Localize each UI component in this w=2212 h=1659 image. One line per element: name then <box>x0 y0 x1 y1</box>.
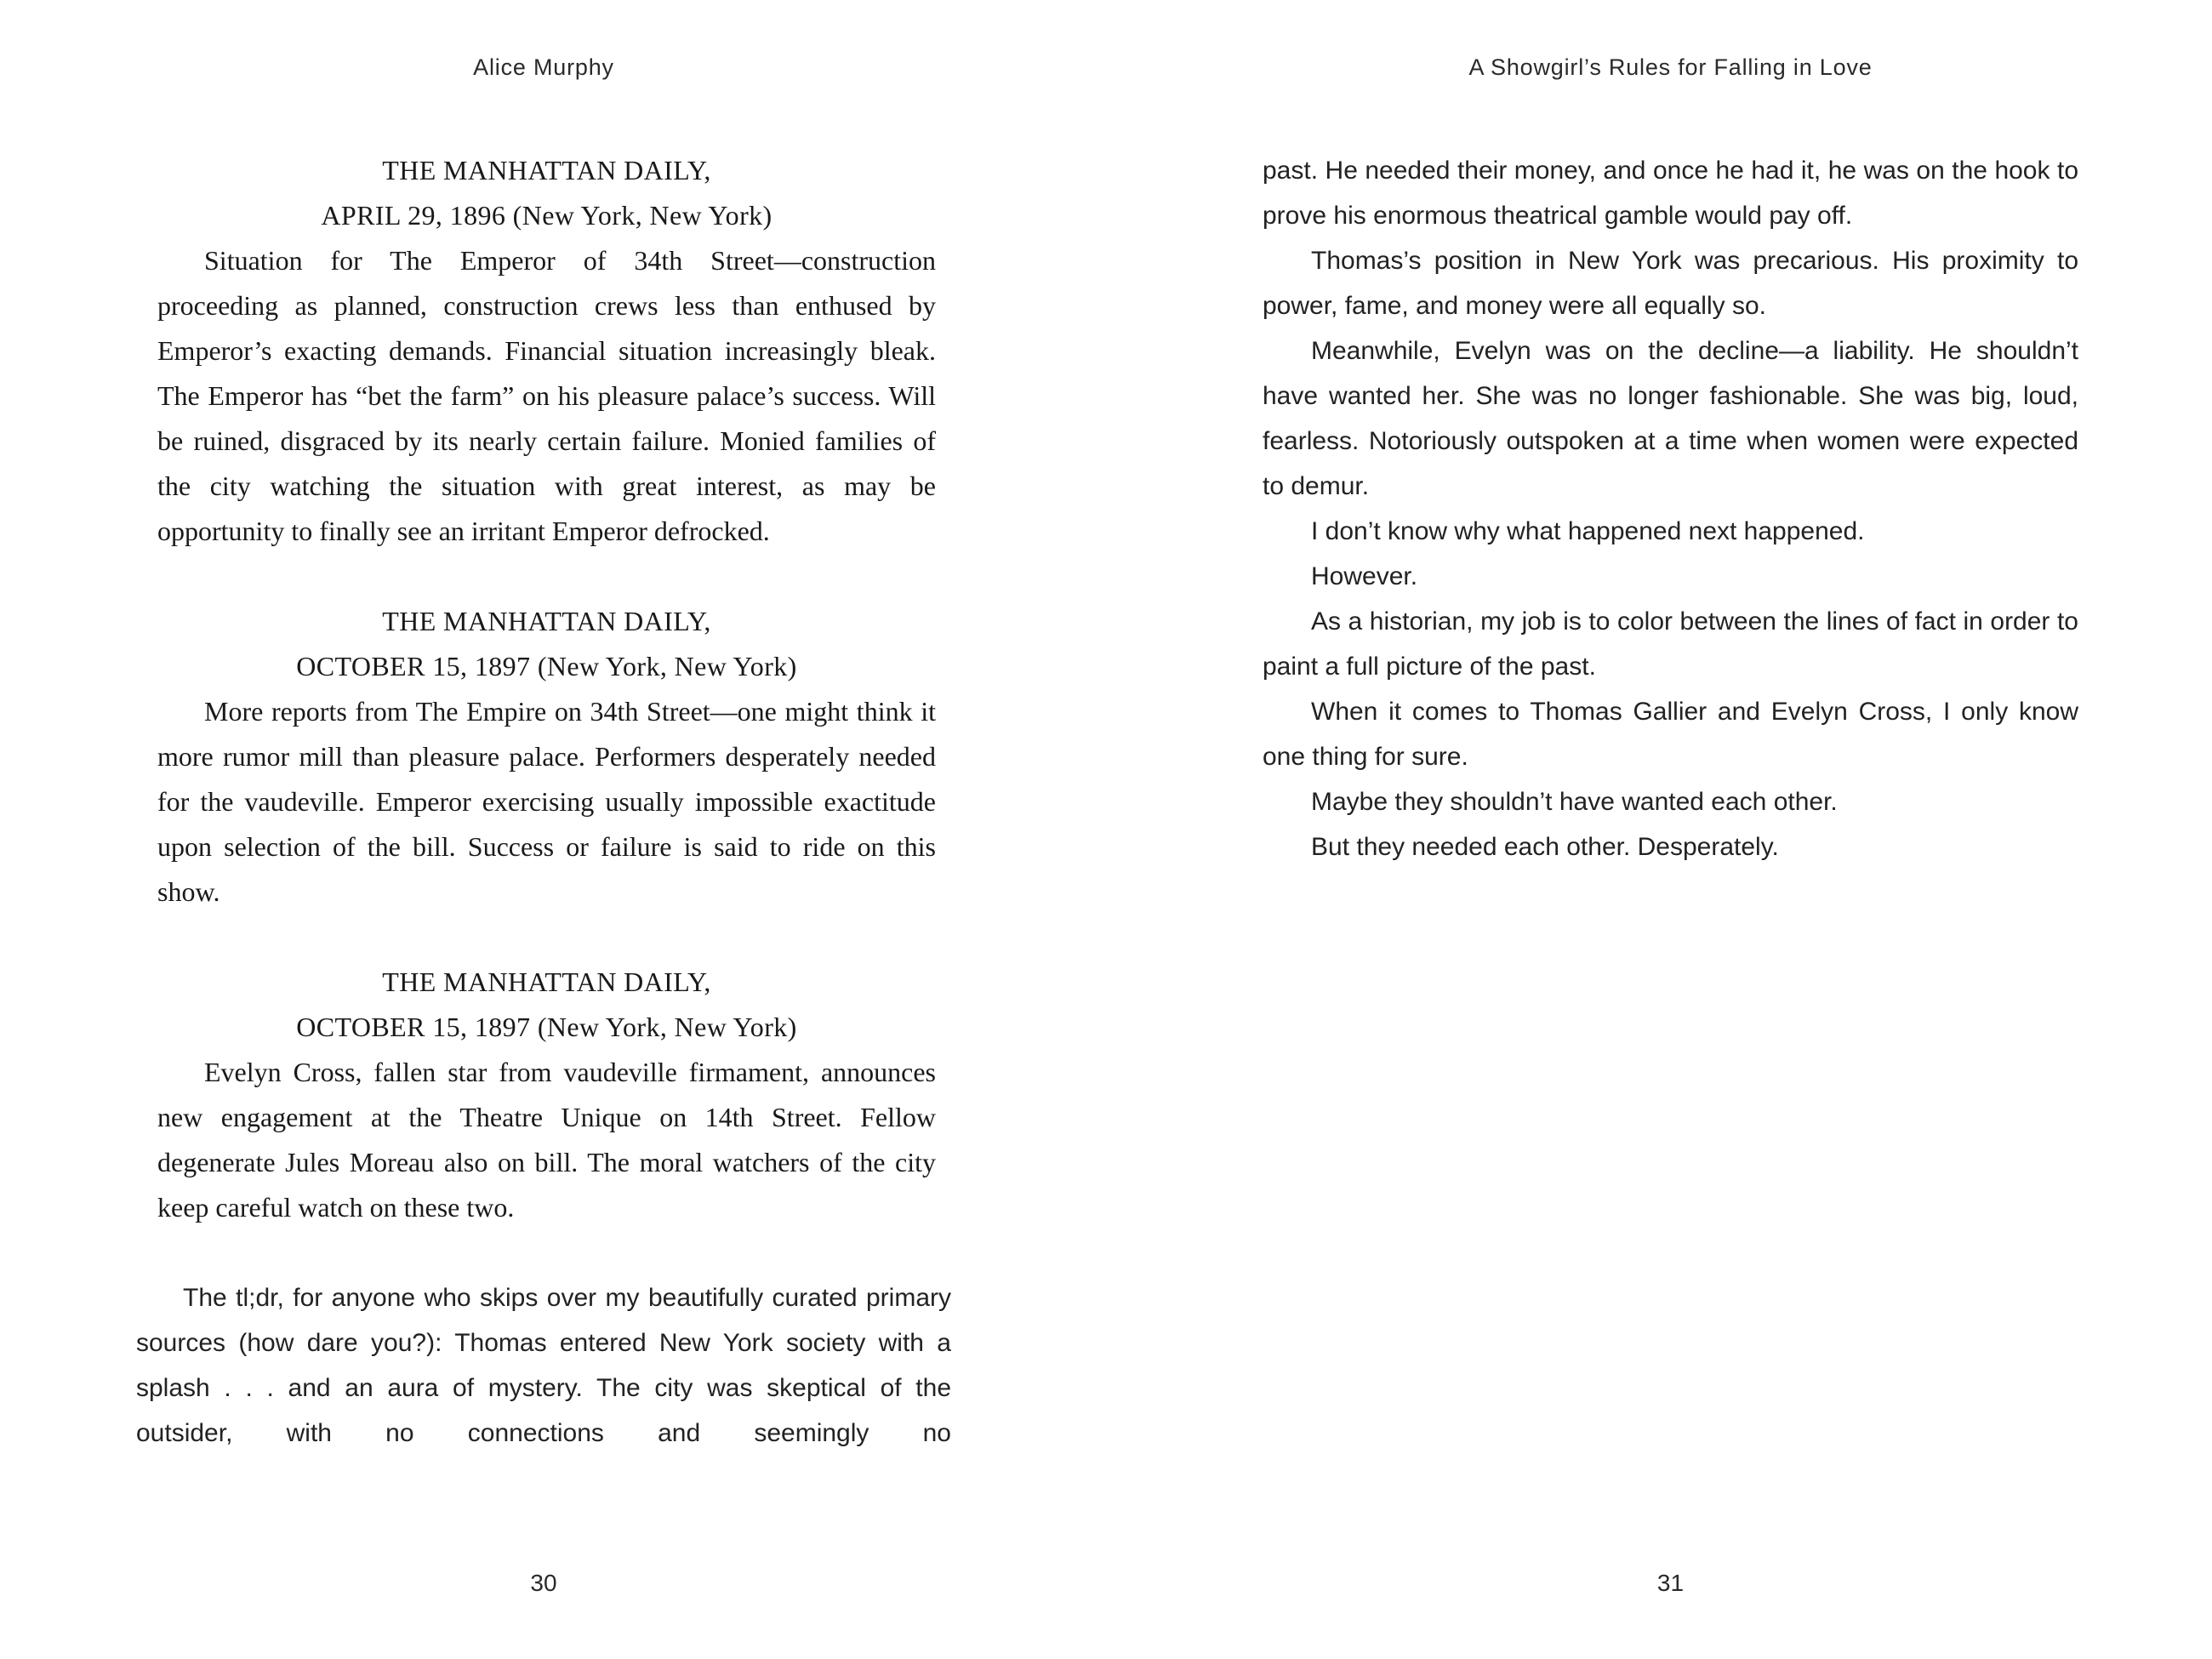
narration-paragraph: The tl;dr, for anyone who skips over my beautifully curated primary sources (how dare you?): Thomas entered New York society with a splash . . . and an aura of mystery. The city was skeptical of the outsider, with no connections and seemingly no <box>136 1284 951 1447</box>
excerpt-1-dateline: APRIL 29, 1896 (New York, New York) <box>321 200 772 231</box>
body-paragraph-9: But they needed each other. Desperately. <box>1311 833 1779 861</box>
page-right <box>1263 0 2078 1659</box>
newspaper-excerpt-2 <box>157 599 936 915</box>
page-left <box>136 0 951 1659</box>
body-paragraph-6: As a historian, my job is to color between the lines of fact in order to paint a full picture of the past. <box>1263 607 2078 681</box>
newspaper-excerpt-1 <box>157 148 936 554</box>
body-paragraph-4: I don’t know why what happened next happened. <box>1311 517 1865 545</box>
running-head-author: Alice Murphy <box>473 54 614 80</box>
excerpt-3-title: THE MANHATTAN DAILY, <box>382 966 711 997</box>
body-paragraph-2: Thomas’s position in New York was precarious. His proximity to power, fame, and money were all equally so. <box>1263 247 2078 320</box>
excerpt-1-body: Situation for The Emperor of 34th Street—construction proceeding as planned, construction crews less than enthused by Emperor’s exacting demands. Financial situation increasingly bleak. The Emperor has “bet the farm” on his pleasure palace’s success. Will be ruined, disgraced by its nearly certain failure. Monied families of the city watching the situation with great interest, as may be opportunity to finally see an irritant Emperor defrocked. <box>157 245 936 546</box>
newspaper-excerpt-3 <box>157 960 936 1230</box>
page-number-right: 31 <box>1656 1570 1685 1596</box>
excerpt-1-title: THE MANHATTAN DAILY, <box>382 155 711 185</box>
body-paragraph-1: past. He needed their money, and once he had it, he was on the hook to prove his enormous theatrical gamble would pay off. <box>1263 157 2078 230</box>
excerpt-2-title: THE MANHATTAN DAILY, <box>382 606 711 636</box>
body-paragraph-3: Meanwhile, Evelyn was on the decline—a liability. He shouldn’t have wanted her. She was no longer fashionable. She was big, loud, fearless. Notoriously outspoken at a time when women were expected to demur. <box>1263 337 2078 500</box>
body-paragraph-7: When it comes to Thomas Gallier and Evelyn Cross, I only know one thing for sure. <box>1263 698 2078 771</box>
right-page-body <box>1263 148 2078 869</box>
excerpt-3-dateline: OCTOBER 15, 1897 (New York, New York) <box>296 1012 797 1042</box>
running-head-book-title: A Showgirl’s Rules for Falling in Love <box>1468 54 1873 80</box>
body-paragraph-5: However. <box>1311 562 1418 590</box>
left-page-body <box>136 148 951 1456</box>
excerpt-2-body: More reports from The Empire on 34th Street—one might think it more rumor mill than pleasure palace. Performers desperately needed for the vaudeville. Emperor exercising usually impossible exactitude upon selection of the bill. Success or failure is said to ride on this show. <box>157 696 936 907</box>
excerpt-2-dateline: OCTOBER 15, 1897 (New York, New York) <box>296 651 797 681</box>
excerpt-3-body: Evelyn Cross, fallen star from vaudeville firmament, announces new engagement at the Theatre Unique on 14th Street. Fellow degenerate Jules Moreau also on bill. The moral watchers of the city keep careful watch on these two. <box>157 1057 936 1223</box>
body-paragraph-8: Maybe they shouldn’t have wanted each other. <box>1311 788 1838 816</box>
page-number-left: 30 <box>530 1570 557 1596</box>
